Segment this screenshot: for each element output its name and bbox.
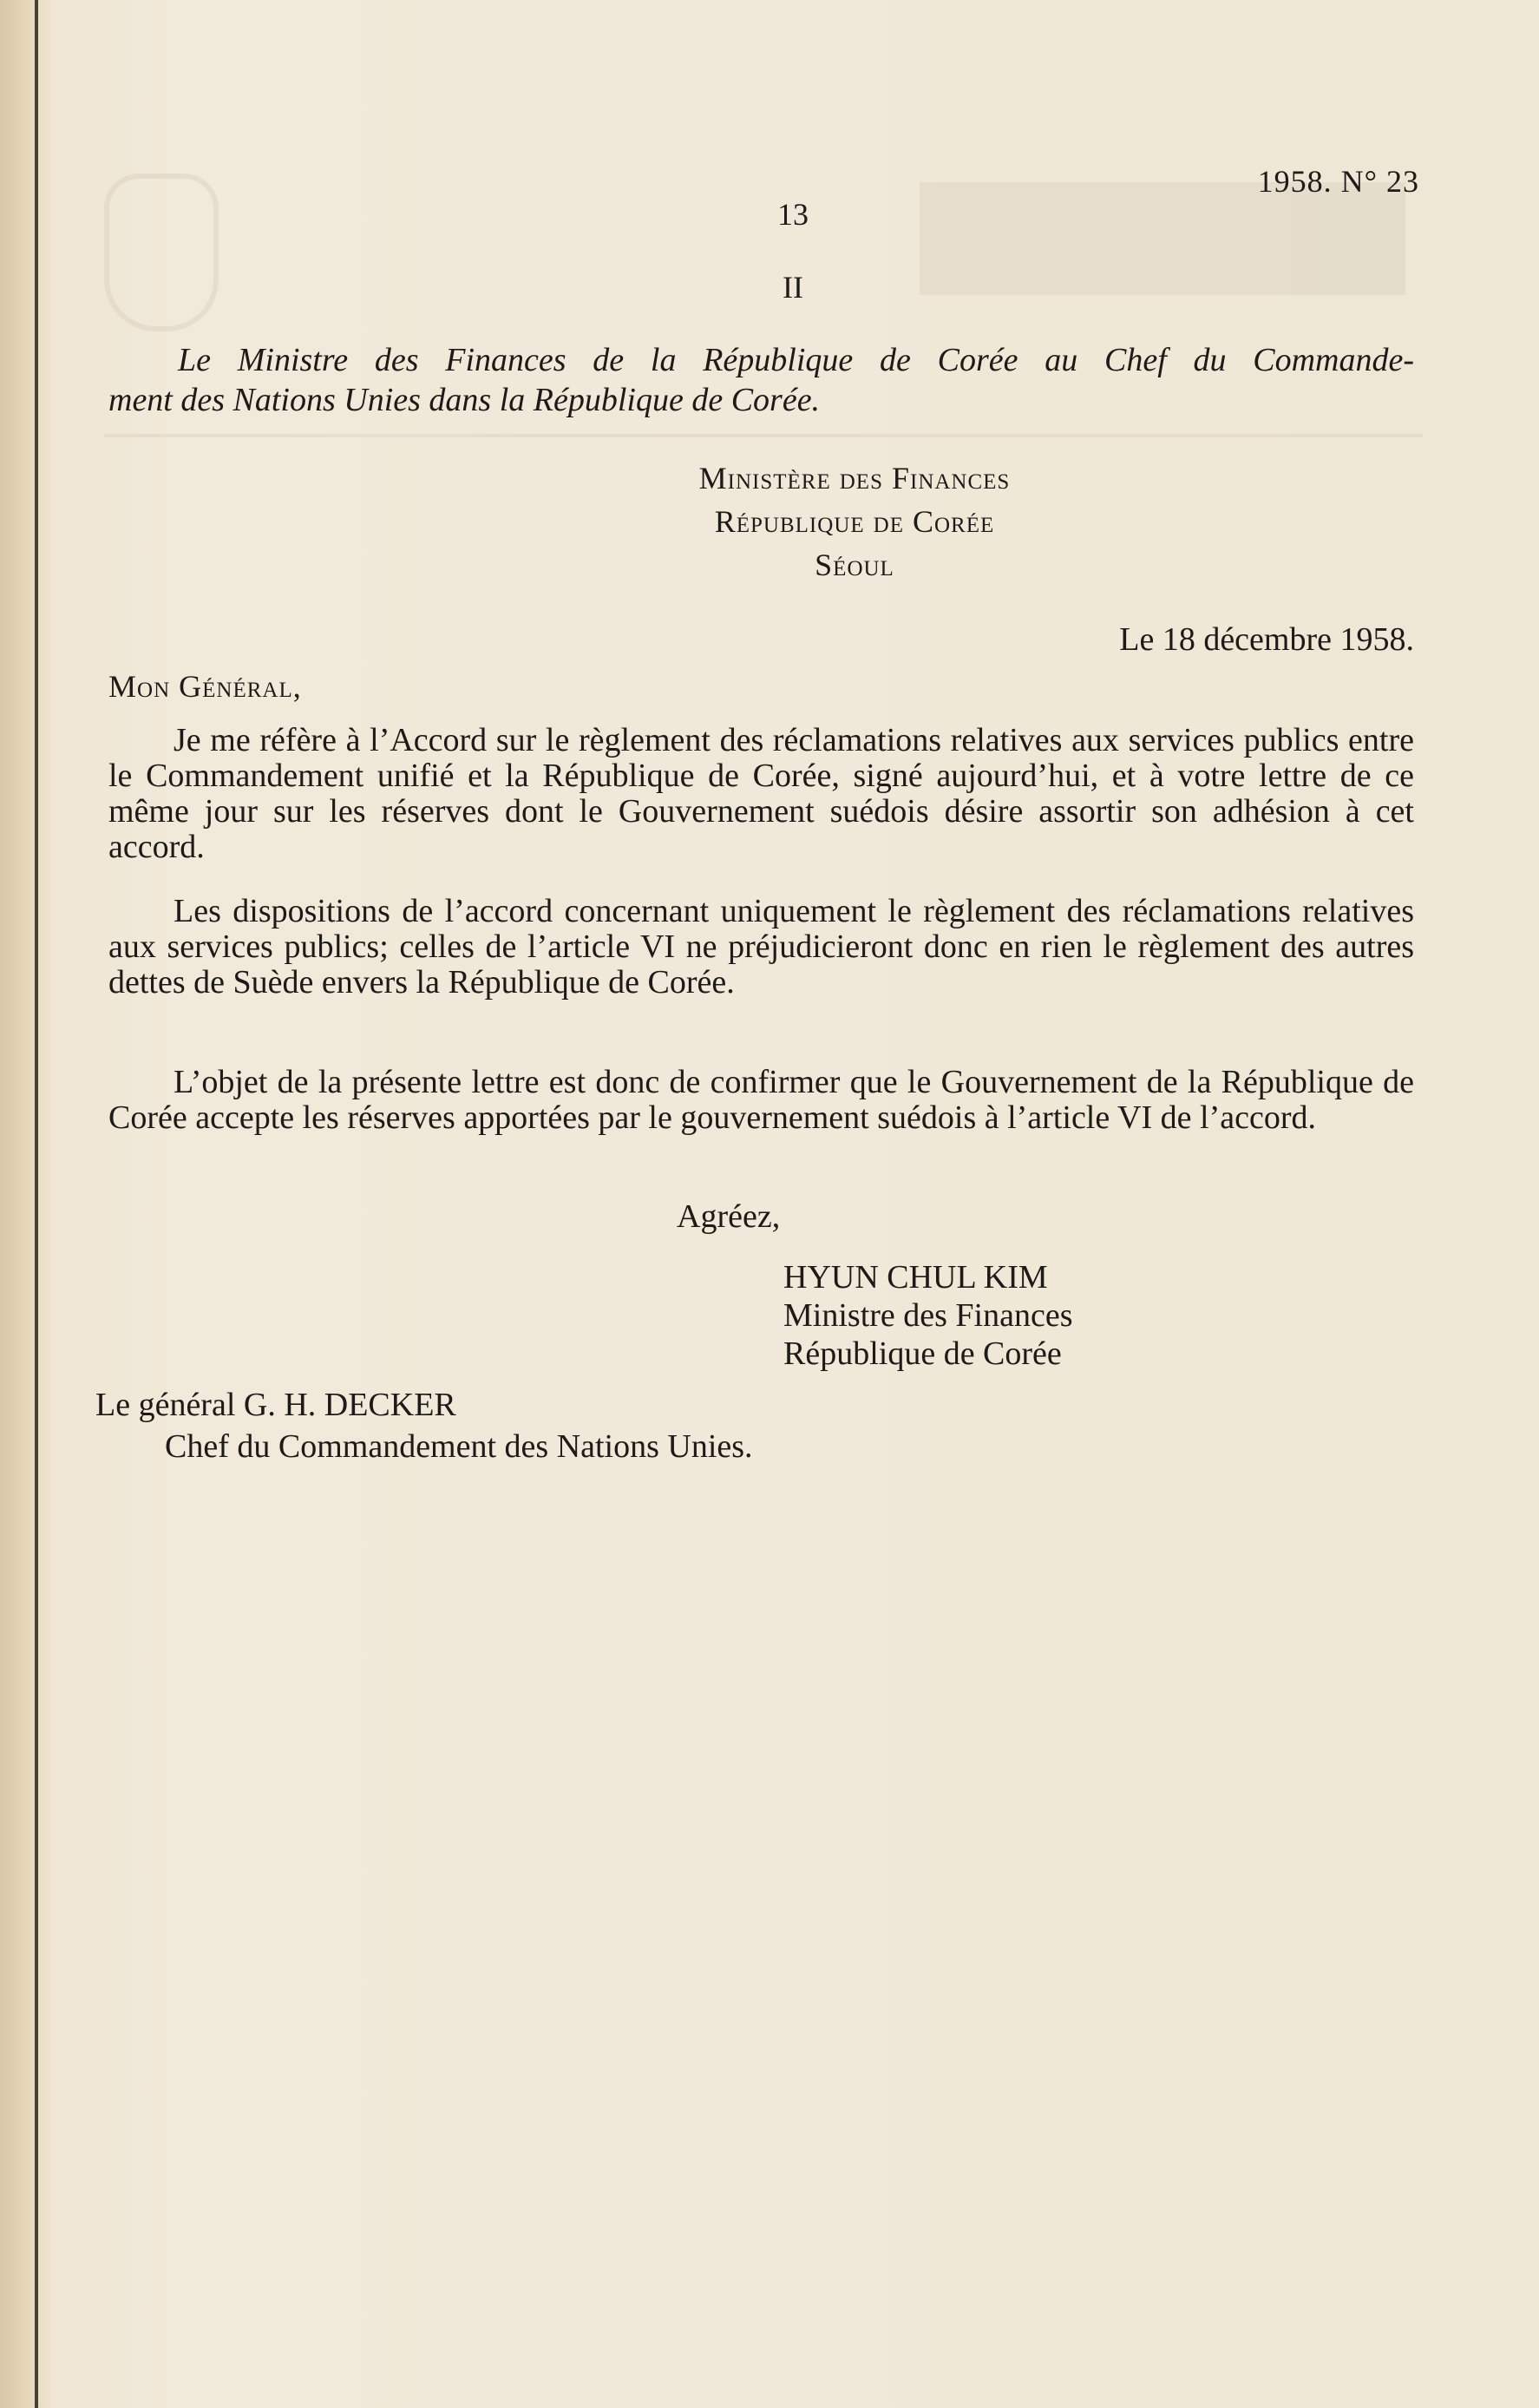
salutation: Mon Général, bbox=[108, 669, 302, 704]
paragraph-2-text: Les dispositions de l’accord concernant uniquement le règlement des réclamations relatives aux services publics; celles de l’article VI ne préjudicieront donc en rien le règlement des autres dettes de Suède envers la République de Corée. bbox=[108, 893, 1414, 1001]
letterhead-city bbox=[0, 547, 1539, 583]
addressee-title: Chef du Commandement des Nations Unies. bbox=[165, 1428, 753, 1465]
binding-line bbox=[35, 0, 38, 2408]
signatory-country: République de Corée bbox=[783, 1335, 1062, 1372]
page-number bbox=[0, 196, 1539, 233]
letter-intro bbox=[108, 340, 1414, 420]
letterhead-ministry bbox=[0, 460, 1539, 496]
section-numeral bbox=[0, 269, 1539, 305]
section-numeral-text: II bbox=[783, 270, 803, 305]
paragraph-1-text: Je me réfère à l’Accord sur le règlement des réclamations relatives aux services publics entre le Commandement unifié et la République de Corée, signé aujourd’hui, et à votre lettre de ce même jour sur les réserves dont le Gouvernement suédois désire assortir son adhésion à cet accord. bbox=[108, 722, 1414, 865]
show-through-rule bbox=[104, 434, 1423, 437]
closing: Agréez, bbox=[677, 1198, 781, 1235]
letterhead-country bbox=[0, 503, 1539, 540]
page-number-text: 13 bbox=[777, 197, 809, 232]
paragraph-3-text: L’objet de la présente lettre est donc de confirmer que le Gouvernement de la République de Corée accepte les réserves apportées par le gouvernement suédois à l’article VI de l’accord. bbox=[108, 1064, 1414, 1136]
signatory-title: Ministre des Finances bbox=[783, 1297, 1073, 1334]
intro-line-1: Le Ministre des Finances de la République de Corée au Chef du Commande- bbox=[178, 342, 1414, 378]
intro-line-2: ment des Nations Unies dans la République de Corée. bbox=[108, 382, 821, 418]
year-and-number: 1958. N° 23 bbox=[1257, 164, 1419, 199]
paragraph-1 bbox=[108, 723, 1414, 865]
page-binding-edge bbox=[0, 0, 50, 2408]
letterhead-line-3: Séoul bbox=[815, 548, 894, 582]
paragraph-3 bbox=[108, 1065, 1414, 1136]
letterhead-line-2: République de Corée bbox=[714, 504, 995, 539]
signatory-name: HYUN CHUL KIM bbox=[783, 1259, 1048, 1296]
letterhead-line-1: Ministère des Finances bbox=[698, 461, 1011, 495]
addressee-name: Le général G. H. DECKER bbox=[95, 1387, 456, 1423]
letter-date: Le 18 décembre 1958. bbox=[1119, 621, 1414, 658]
paragraph-2 bbox=[108, 894, 1414, 1001]
